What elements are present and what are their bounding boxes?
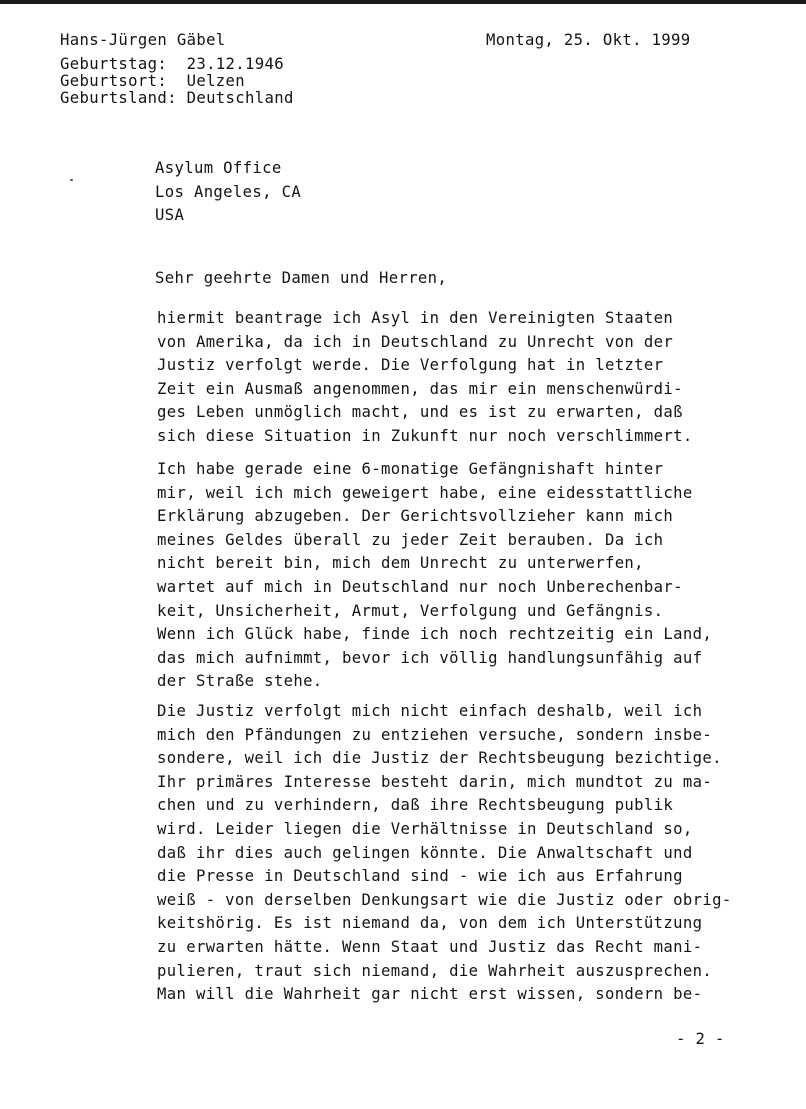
recipient-line: Asylum Office <box>155 159 282 177</box>
paragraph-line: Ihr primäres Interesse besteht darin, mich mundtot zu ma- <box>157 772 713 791</box>
recipient-line: USA <box>155 206 185 224</box>
paragraph-line: von Amerika, da ich in Deutschland zu Unrecht von der <box>157 332 674 351</box>
paragraph-line: das mich aufnimmt, bevor ich völlig handlungsunfähig auf <box>157 648 703 667</box>
paragraph-line: sich diese Situation in Zukunft nur noch verschlimmert. <box>157 426 693 445</box>
recipient-line: Los Angeles, CA <box>155 183 302 201</box>
page-number: - 2 - <box>676 1030 725 1048</box>
paragraph-line: die Presse in Deutschland sind - wie ich aus Erfahrung <box>157 867 683 886</box>
sender-birthplace: Geburtsort: Uelzen <box>60 72 246 90</box>
paragraph-line: wartet auf mich in Deutschland nur noch Unberechenbar- <box>157 577 683 596</box>
paragraph-line: ges Leben unmöglich macht, und es ist zu erwarten, daß <box>157 403 683 422</box>
paragraph-line: Justiz verfolgt werde. Die Verfolgung hat in letzter <box>157 356 664 375</box>
paragraph-line: keit, Unsicherheit, Armut, Verfolgung und Gefängnis. <box>157 601 664 620</box>
paragraph-line: keitshörig. Es ist niemand da, von dem ich Unterstützung <box>157 914 703 933</box>
paragraph-line: sondere, weil ich die Justiz der Rechtsbeugung bezichtige. <box>157 749 722 768</box>
paragraph-line: mir, weil ich mich geweigert habe, eine eidesstattliche <box>157 483 693 502</box>
paragraph-line: zu erwarten hätte. Wenn Staat und Justiz das Recht mani- <box>157 937 703 956</box>
salutation: Sehr geehrte Damen und Herren, <box>155 269 448 287</box>
sender-country: Geburtsland: Deutschland <box>60 89 294 107</box>
body-paragraph <box>157 307 693 449</box>
sender-name: Hans-Jürgen Gäbel <box>60 31 226 49</box>
paragraph-line: daß ihr dies auch gelingen könnte. Die Anwaltschaft und <box>157 843 693 862</box>
scan-speck <box>70 179 73 181</box>
paragraph-line: Wenn ich Glück habe, finde ich noch rechtzeitig ein Land, <box>157 625 713 644</box>
paragraph-line: der Straße stehe. <box>157 672 323 691</box>
paragraph-line: chen und zu verhindern, daß ihre Rechtsbeugung publik <box>157 796 674 815</box>
letter-date: Montag, 25. Okt. 1999 <box>486 31 691 49</box>
paragraph-line: pulieren, traut sich niemand, die Wahrheit auszusprechen. <box>157 961 713 980</box>
paragraph-line: Zeit ein Ausmaß angenommen, das mir ein menschenwürdi- <box>157 379 683 398</box>
paragraph-line: weiß - von derselben Denkungsart wie die Justiz oder obrig- <box>157 890 732 909</box>
paragraph-line: nicht bereit bin, mich dem Unrecht zu unterwerfen, <box>157 554 644 573</box>
paragraph-line: Die Justiz verfolgt mich nicht einfach deshalb, weil ich <box>157 702 703 720</box>
paragraph-line: Ich habe gerade eine 6-monatige Gefängnishaft hinter <box>157 460 664 478</box>
paragraph-line: Man will die Wahrheit gar nicht erst wissen, sondern be- <box>157 985 703 1004</box>
paragraph-line: meines Geldes überall zu jeder Zeit berauben. Da ich <box>157 530 664 549</box>
paragraph-line: mich den Pfändungen zu entziehen versuche, sondern insbe- <box>157 725 713 744</box>
paragraph-line: hiermit beantrage ich Asyl in den Vereinigten Staaten <box>157 309 674 327</box>
sender-birthday: Geburtstag: 23.12.1946 <box>60 55 284 73</box>
paragraph-line: Erklärung abzugeben. Der Gerichtsvollzieher kann mich <box>157 507 674 526</box>
paragraph-line: wird. Leider liegen die Verhältnisse in Deutschland so, <box>157 819 693 838</box>
body-paragraph <box>157 700 732 1007</box>
page-top-edge <box>0 0 806 4</box>
body-paragraph <box>157 458 712 694</box>
